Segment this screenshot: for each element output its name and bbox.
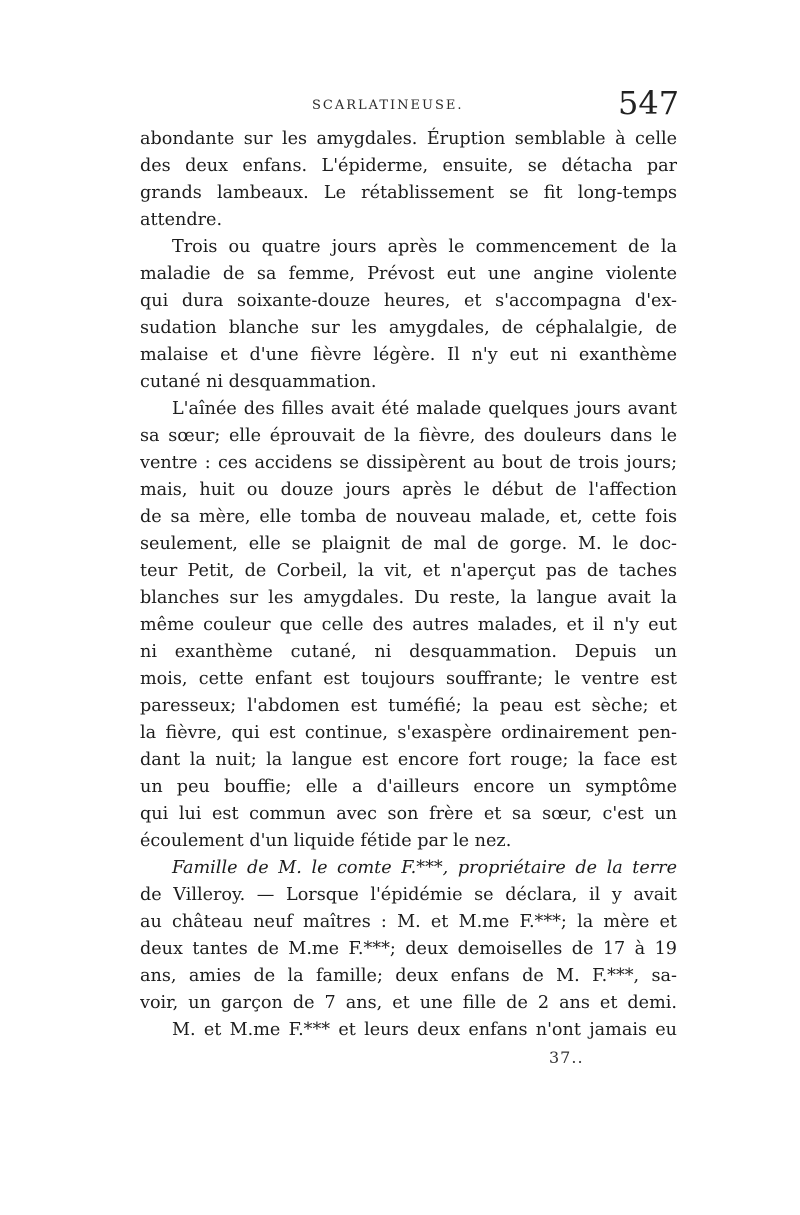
text-line: abondante sur les amygdales. Éruption semblable à celle [140, 129, 677, 149]
text-line: ans, amies de la famille; deux enfans de M. F.***, sa- [140, 966, 677, 986]
text-line: cutané ni desquammation. [140, 372, 377, 392]
text-line: mais, huit ou douze jours après le début de l'affection [140, 480, 677, 500]
text-line: teur Petit, de Corbeil, la vit, et n'aperçut pas de taches [140, 561, 677, 581]
text-line: deux tantes de M.me F.***; deux demoiselles de 17 à 19 [140, 939, 677, 959]
page-number: 547 [618, 84, 680, 122]
text-line: dant la nuit; la langue est encore fort rouge; la face est [140, 750, 677, 770]
text-line: un peu bouffie; elle a d'ailleurs encore un symptôme [140, 777, 677, 797]
text-line: L'aînée des filles avait été malade quelques jours avant [172, 399, 677, 419]
text-line: malaise et d'une fièvre légère. Il n'y eut ni exanthème [140, 345, 677, 365]
text-line: ventre : ces accidens se dissipèrent au bout de trois jours; [140, 453, 677, 473]
text-line: Trois ou quatre jours après le commencement de la [172, 237, 677, 257]
text-line: sa sœur; elle éprouvait de la fièvre, des douleurs dans le [140, 426, 677, 446]
text-line: qui lui est commun avec son frère et sa sœur, c'est un [140, 804, 677, 824]
text-line: sudation blanche sur les amygdales, de céphalalgie, de [140, 318, 677, 338]
text-line: de Villeroy. — Lorsque l'épidémie se déclara, il y avait [140, 885, 677, 905]
text-line: des deux enfans. L'épiderme, ensuite, se détacha par [140, 156, 677, 176]
text-line: Famille de M. le comte F.***, propriétaire de la terre [172, 858, 677, 878]
text-line: attendre. [140, 210, 223, 230]
text-line: seulement, elle se plaignit de mal de gorge. M. le doc- [140, 534, 677, 554]
text-line: voir, un garçon de 7 ans, et une fille de 2 ans et demi. [140, 993, 677, 1013]
text-line: la fièvre, qui est continue, s'exaspère ordinairement pen- [140, 723, 677, 743]
text-line: ni exanthème cutané, ni desquammation. Depuis un [140, 642, 677, 662]
text-line: de sa mère, elle tomba de nouveau malade, et, cette fois [140, 507, 677, 527]
text-line: maladie de sa femme, Prévost eut une angine violente [140, 264, 677, 284]
body-text [140, 126, 677, 1044]
signature-mark: 37.. [549, 1048, 584, 1067]
text-line: même couleur que celle des autres malades, et il n'y eut [140, 615, 677, 635]
text-line: blanches sur les amygdales. Du reste, la langue avait la [140, 588, 677, 608]
running-title: SCARLATINEUSE. [312, 98, 464, 113]
text-line: grands lambeaux. Le rétablissement se fit long-temps [140, 183, 677, 203]
text-line: M. et M.me F.*** et leurs deux enfans n'ont jamais eu [172, 1020, 677, 1040]
text-line: mois, cette enfant est toujours souffrante; le ventre est [140, 669, 677, 689]
text-line: écoulement d'un liquide fétide par le nez. [140, 831, 512, 851]
text-line: qui dura soixante-douze heures, et s'accompagna d'ex- [140, 291, 677, 311]
text-line: au château neuf maîtres : M. et M.me F.***; la mère et [140, 912, 677, 932]
text-line: paresseux; l'abdomen est tuméfié; la peau est sèche; et [140, 696, 677, 716]
